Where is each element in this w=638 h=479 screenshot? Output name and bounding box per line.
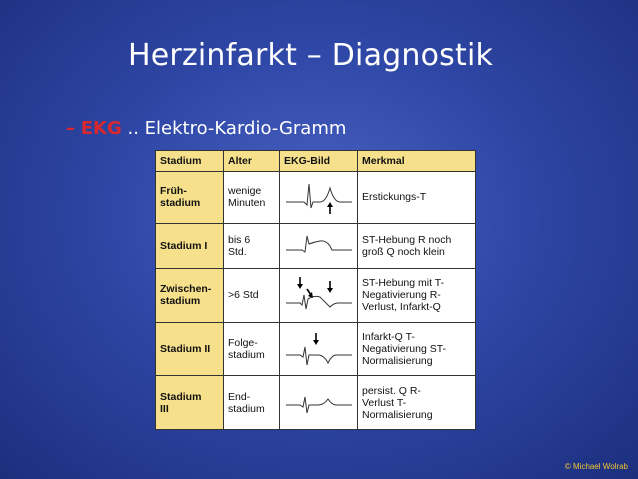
table-row <box>156 172 476 224</box>
stage-cell: Stadium II <box>156 322 224 376</box>
age-cell: Folge- stadium <box>224 322 280 376</box>
ekg-trace-cell <box>280 376 358 430</box>
header-stadium: Stadium <box>156 151 224 172</box>
stage-cell: Früh- stadium <box>156 172 224 224</box>
header-alter: Alter <box>224 151 280 172</box>
table-row <box>156 376 476 430</box>
ekg-stages-table <box>155 150 475 430</box>
bullet-ekg <box>66 118 346 139</box>
feature-cell: persist. Q R- Verlust T- Normalisierung <box>358 376 476 430</box>
feature-cell: ST-Hebung mit T- Negativierung R- Verlust, Infarkt-Q <box>358 269 476 323</box>
table-row <box>156 269 476 323</box>
age-cell: bis 6 Std. <box>224 223 280 269</box>
age-cell: wenige Minuten <box>224 172 280 224</box>
ekg-trace-cell <box>280 223 358 269</box>
age-cell: End- stadium <box>224 376 280 430</box>
table-header-row <box>156 151 476 172</box>
age-cell: >6 Std <box>224 269 280 323</box>
stage-cell: Stadium III <box>156 376 224 430</box>
ekg-trace-stage1-icon <box>280 224 358 268</box>
header-ekg-bild: EKG-Bild <box>280 151 358 172</box>
ekg-trace-cell <box>280 269 358 323</box>
feature-cell: Erstickungs-T <box>358 172 476 224</box>
ekg-trace-intermediate-icon <box>280 269 358 321</box>
ekg-trace-early-icon <box>280 172 358 222</box>
bullet-dash: – <box>66 118 75 139</box>
bullet-keyword: EKG <box>80 118 122 139</box>
stage-cell: Zwischen- stadium <box>156 269 224 323</box>
ekg-trace-stage3-icon <box>280 377 358 429</box>
feature-cell: ST-Hebung R noch groß Q noch klein <box>358 223 476 269</box>
table-row <box>156 322 476 376</box>
ekg-trace-cell <box>280 172 358 224</box>
copyright-notice: © Michael Wolrab <box>564 462 628 471</box>
ekg-trace-stage2-icon <box>280 323 358 375</box>
ekg-trace-cell <box>280 322 358 376</box>
slide-title: Herzinfarkt – Diagnostik <box>128 38 494 73</box>
table-row <box>156 223 476 269</box>
header-merkmal: Merkmal <box>358 151 476 172</box>
bullet-text: .. Elektro-Kardio-Gramm <box>121 118 347 139</box>
stage-cell: Stadium I <box>156 223 224 269</box>
feature-cell: Infarkt-Q T- Negativierung ST- Normalisierung <box>358 322 476 376</box>
